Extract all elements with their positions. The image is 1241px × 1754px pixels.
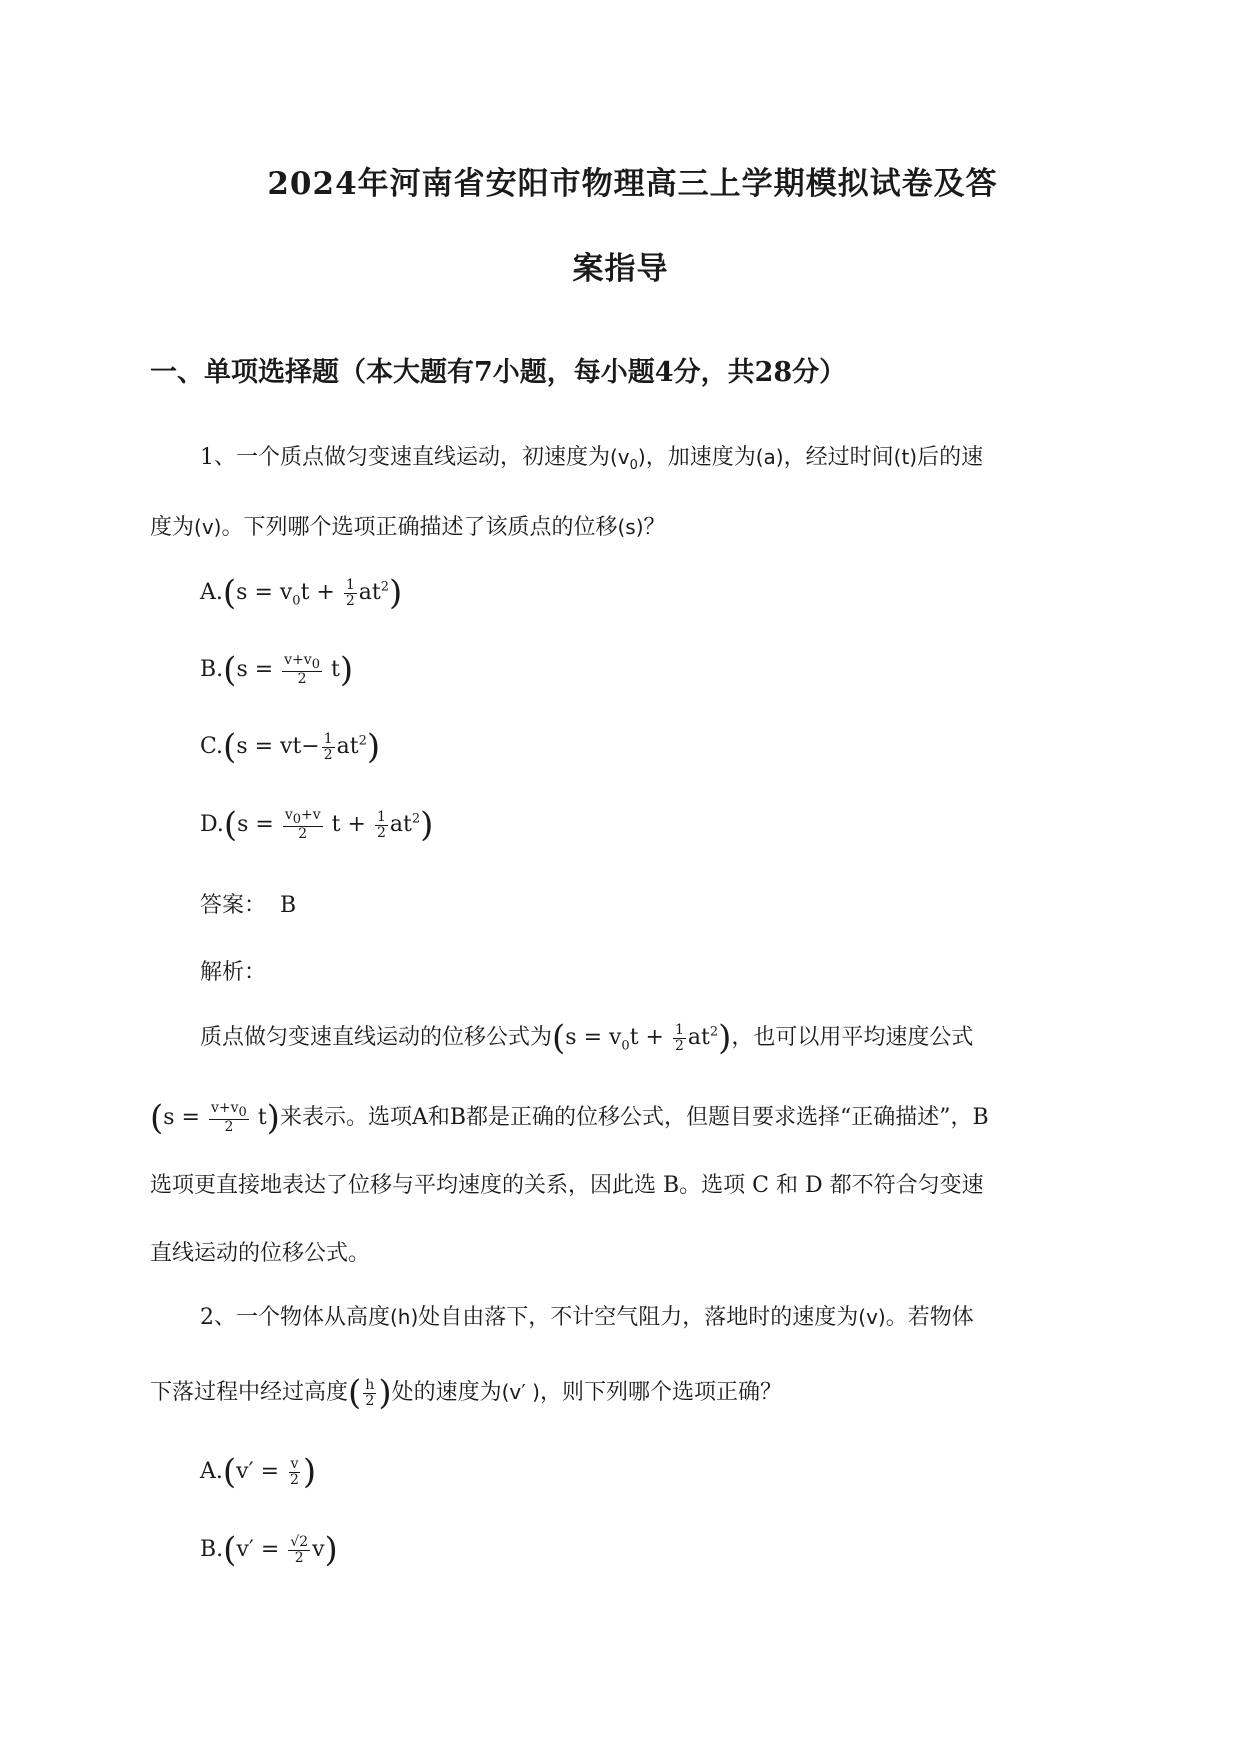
sym-v0: $(v_0)$: [610, 445, 646, 473]
q1-option-d: D.(s = $\frac{v_0+v}{2}$ t + $\frac{1}{2}$ $at^2$): [200, 805, 434, 845]
q1-answer: 答案： B: [200, 893, 297, 918]
sym-v: (v): [858, 1305, 886, 1329]
sym-t: (t): [893, 445, 918, 469]
section-heading: 一、单项选择题（本大题有7小题，每小题4分，共28分）: [150, 357, 847, 388]
document-title-line1: 2024年河南省安阳市物理高三上学期模拟试卷及答: [267, 166, 998, 202]
q1-stem-line1: 1、一个质点做匀变速直线运动，初速度为$(v_0)$，加速度为(a)，经过时间(t)后的速: [200, 445, 984, 473]
q1-analysis-label: 解析：: [200, 960, 267, 985]
sym-v-prime: (v′ ): [501, 1380, 540, 1404]
document-title-line2: 案指导: [572, 251, 669, 287]
q1-option-a: $A.(s = v_0t$ + $\frac{1}{2}$ $at^2$): [200, 573, 403, 613]
q2-stem-line1: 2、一个物体从高度(h)处自由落下，不计空气阻力，落地时的速度为(v)。若物体: [200, 1305, 974, 1330]
sym-h: (h): [390, 1305, 419, 1329]
q1-analysis-line2: (s = $\frac{v+v_0}{2}$ t)来表示。选项A和B都是正确的位移公式，但题目要求选择“正确描述”，B: [150, 1098, 989, 1138]
sym-s: (s): [617, 515, 644, 539]
q1-analysis-line4: 直线运动的位移公式。: [150, 1241, 371, 1266]
q1-stem-line2: 度为(v)。下列哪个选项正确描述了该质点的位移(s)？: [150, 515, 666, 540]
q1-option-b: B.(s = $\frac{v+v_0}{2}$ t): [200, 650, 354, 690]
q1-analysis-line1: 质点做匀变速直线运动的位移公式为($s = v_0t$ + $\frac{1}{2}$ $at^2$)，也可以用平均速度公式: [200, 1018, 974, 1058]
q2-option-a: A.(v′ = $\frac{v}{2}$ ): [200, 1452, 317, 1492]
q1-analysis-line3: 选项更直接地表达了位移与平均速度的关系，因此选 B。选项 C 和 D 都不符合匀变速: [150, 1173, 984, 1198]
q1-option-c: C.(s = vt− $\frac{1}{2}$ $at^2$): [200, 727, 381, 767]
sym-a: (a): [755, 445, 784, 469]
q2-option-b: B.(v′ = $\frac{√2}{2}$ v): [200, 1530, 338, 1570]
q2-stem-line2: 下落过程中经过高度( $\frac{h}{2}$ )处的速度为(v′ )，则下列哪个选项正确？: [150, 1373, 782, 1413]
sym-v: (v): [194, 515, 222, 539]
